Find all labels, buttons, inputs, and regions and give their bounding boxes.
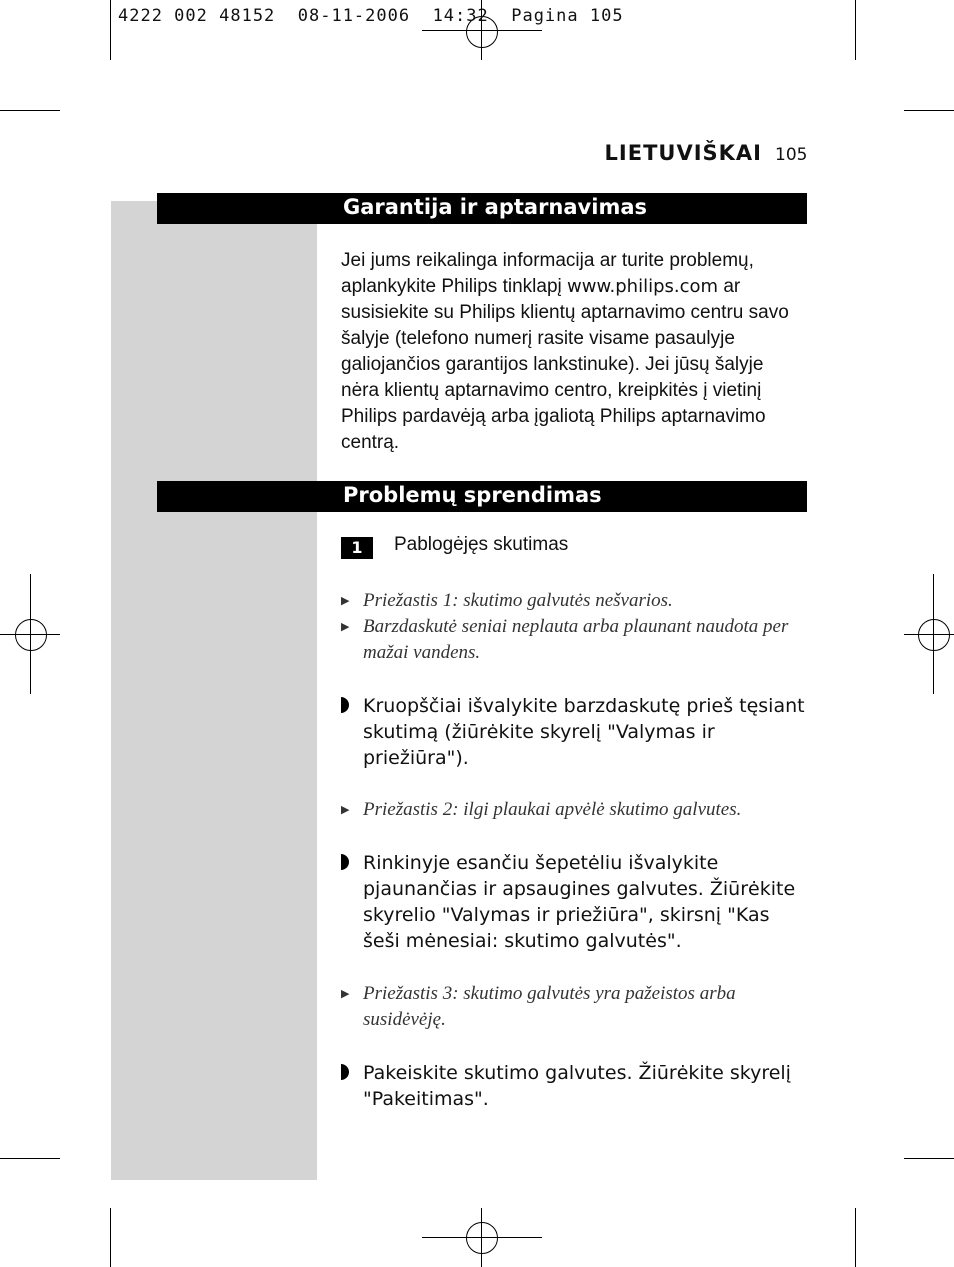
half-circle-bullet-icon: [341, 697, 349, 713]
triangle-bullet-icon: ▶: [341, 621, 350, 633]
section-title: Problemų sprendimas: [343, 483, 602, 507]
language-heading: LIETUVIŠKAI: [604, 141, 762, 165]
cause-item: ▶ Priežastis 3: skutimo galvutės yra pažeistos arba susidėvėję.: [341, 983, 736, 1030]
triangle-bullet-icon: ▶: [341, 804, 350, 816]
cause-item: ▶ Priežastis 2: ilgi plaukai apvėlė skutimo galvutes.: [341, 797, 801, 823]
problem-number-badge: 1: [341, 537, 373, 559]
action-item: Pakeiskite skutimo galvutes. Žiūrėkite skyrelį "Pakeitimas".: [341, 1060, 806, 1112]
section-header-warranty: [157, 193, 807, 224]
cause-item: ▶ Priežastis 1: skutimo galvutės nešvarios.: [341, 588, 801, 614]
philips-link[interactable]: www.philips.com: [567, 276, 719, 297]
print-slug: 4222 002 48152 08-11-2006 14:32 Pagina 105: [118, 6, 624, 26]
page-number: 105: [775, 145, 808, 165]
half-circle-bullet-icon: [341, 854, 349, 870]
half-circle-bullet-icon: [341, 1064, 349, 1080]
side-margin-panel: [111, 201, 317, 1180]
cause-item: ▶ Barzdaskutė seniai neplauta arba plaunant naudota per mažai vandens.: [341, 616, 789, 663]
triangle-bullet-icon: ▶: [341, 988, 350, 1000]
action-item: Kruopščiai išvalykite barzdaskutę prieš tęsiant skutimą (žiūrėkite skyrelį "Valymas ir priežiūra").: [341, 693, 806, 771]
section-title: Garantija ir aptarnavimas: [343, 195, 647, 219]
problem-title: Pablogėjęs skutimas: [394, 534, 569, 555]
section-header-troubleshooting: [157, 481, 807, 512]
action-item: Rinkinyje esančiu šepetėliu išvalykite pjaunančias ir apsaugines galvutes. Žiūrėkite skyrelio "Valymas ir priežiūra", skirsnį "Kas šeši mėnesiai: skutimo galvutės".: [341, 850, 806, 954]
warranty-paragraph: Jei jums reikalinga informacija ar turite problemų, aplankykite Philips tinklapį www.philips.com ar susisiekite su Philips klientų aptarnavimo centru savo šalyje (telefono numerį rasite visame pasaulyje galiojančios garantijos lankstinuke). Jei jūsų šalyje nėra klientų aptarnavimo centro, kreipkitės į vietinį Philips pardavėją arba įgaliotą Philips aptarnavimo centrą.: [341, 250, 789, 453]
triangle-bullet-icon: ▶: [341, 595, 350, 607]
